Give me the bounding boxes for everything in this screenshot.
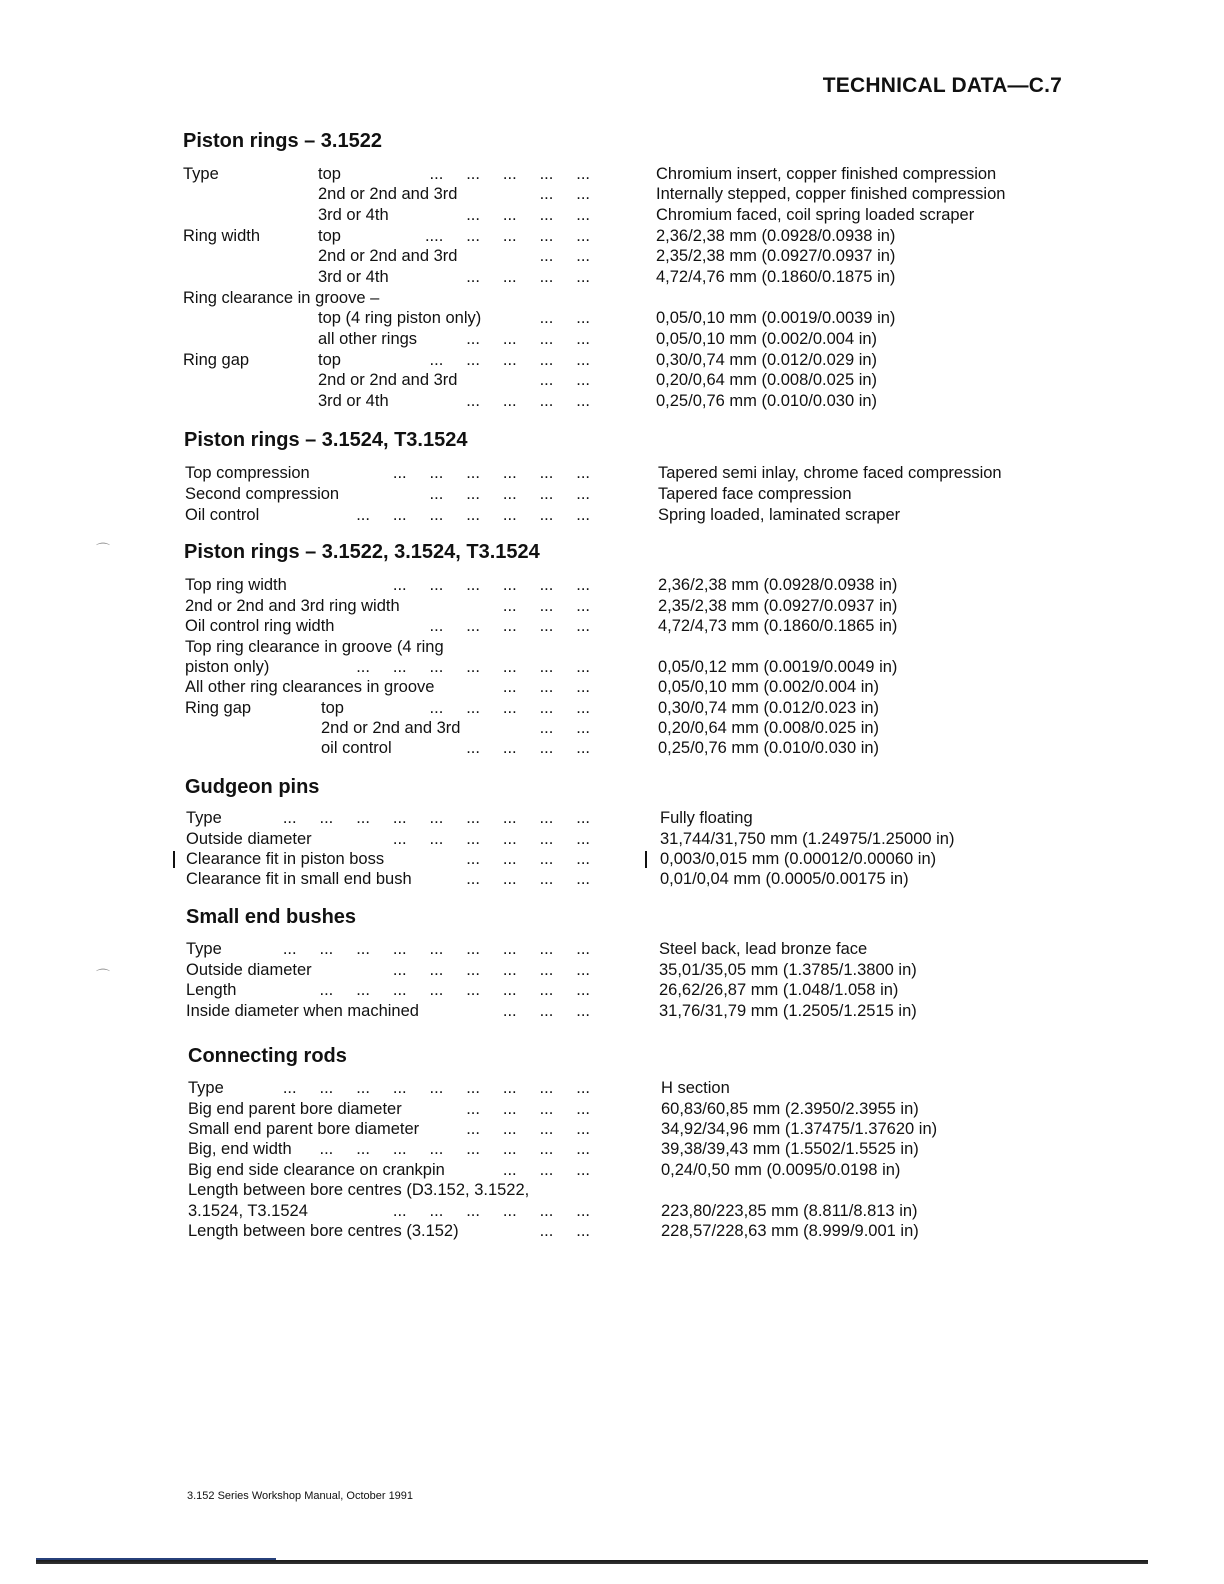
spec-label: Top ring clearance in groove (4 ring: [185, 638, 444, 656]
spec-label: Ring clearance in groove –: [183, 289, 380, 307]
spec-value: Steel back, lead bronze face: [659, 940, 868, 958]
spec-label: Big end parent bore diameter: [188, 1100, 402, 1118]
spec-label: All other ring clearances in groove: [185, 678, 435, 696]
section-title: Connecting rods: [188, 1045, 347, 1067]
spec-value: Chromium faced, coil spring loaded scraper: [656, 206, 975, 224]
spec-row: [0, 869, 1224, 890]
spec-value: 0,30/0,74 mm (0.012/0.023 in): [658, 699, 880, 717]
spec-value: Spring loaded, laminated scraper: [658, 506, 901, 524]
spec-row: [0, 484, 1224, 505]
leader-dots: ... ... ... ... ... ...: [392, 830, 590, 848]
leader-dots: ... ... ... ...: [466, 739, 590, 757]
spec-row: [0, 370, 1224, 391]
spec-row: [0, 164, 1224, 185]
spec-label: Type: [183, 165, 219, 183]
spec-value: 31,76/31,79 mm (1.2505/1.2515 in): [659, 1002, 917, 1020]
spec-value: 2,36/2,38 mm (0.0928/0.0938 in): [658, 576, 898, 594]
spec-sublabel: 2nd or 2nd and 3rd: [321, 719, 461, 737]
leader-dots: ... ... ... ... ... ... ...: [356, 658, 590, 676]
spec-label: Outside diameter: [186, 830, 312, 848]
spec-label: 2nd or 2nd and 3rd ring width: [185, 597, 400, 615]
spec-value: 0,05/0,10 mm (0.002/0.004 in): [658, 678, 880, 696]
leader-dots: ... ... ... ... ... ...: [392, 576, 590, 594]
spec-row: [0, 288, 1224, 309]
spec-value: 228,57/228,63 mm (8.999/9.001 in): [661, 1222, 919, 1240]
spec-row: [0, 391, 1224, 412]
spec-value: 0,05/0,12 mm (0.0019/0.0049 in): [658, 658, 898, 676]
spec-row: [0, 1180, 1224, 1201]
spec-row: [0, 246, 1224, 267]
leader-dots: ... ... ... ...: [466, 1120, 590, 1138]
spec-value: 2,35/2,38 mm (0.0927/0.0937 in): [656, 247, 896, 265]
leader-dots: ... ...: [539, 719, 590, 737]
spec-value: Chromium insert, copper finished compression: [656, 165, 997, 183]
leader-dots: ... ... ... ... ...: [429, 617, 590, 635]
spec-value: 4,72/4,73 mm (0.1860/0.1865 in): [658, 617, 898, 635]
scan-mark: ⌒: [96, 968, 110, 984]
leader-dots: ... ... ... ...: [466, 392, 590, 410]
spec-label: Type: [188, 1079, 224, 1097]
spec-sublabel: 3rd or 4th: [318, 392, 389, 410]
leader-dots: ... ... ... ...: [466, 330, 590, 348]
leader-dots: ... ...: [539, 247, 590, 265]
spec-row: [0, 637, 1224, 658]
spec-value: 0,25/0,76 mm (0.010/0.030 in): [658, 739, 880, 757]
spec-label: Length between bore centres (D3.152, 3.1522,: [188, 1181, 530, 1199]
spec-value: 0,01/0,04 mm (0.0005/0.00175 in): [660, 870, 909, 888]
leader-dots: ... ... ...: [502, 597, 590, 615]
spec-label: Ring width: [183, 227, 261, 245]
spec-row: [0, 980, 1224, 1001]
spec-value: 35,01/35,05 mm (1.3785/1.3800 in): [659, 961, 917, 979]
section-title: Small end bushes: [186, 906, 357, 928]
spec-row: [0, 616, 1224, 637]
spec-label: Oil control: [185, 506, 260, 524]
section-title: Piston rings – 3.1522: [183, 130, 382, 152]
spec-value: 0,003/0,015 mm (0.00012/0.00060 in): [660, 850, 937, 868]
spec-sublabel: top: [321, 699, 344, 717]
spec-row: [0, 184, 1224, 205]
spec-label: Big, end width: [188, 1140, 292, 1158]
leader-dots: ... ... ... ...: [466, 268, 590, 286]
leader-dots: ... ... ... ... ... ... ... ...: [319, 981, 590, 999]
leader-dots: ... ... ... ... ... ...: [392, 1202, 590, 1220]
spec-row: [0, 1078, 1224, 1099]
spec-row: [0, 205, 1224, 226]
spec-sublabel: top: [318, 227, 341, 245]
spec-row: [0, 657, 1224, 678]
leader-dots: ... ... ... ...: [466, 1100, 590, 1118]
spec-value: 223,80/223,85 mm (8.811/8.813 in): [661, 1202, 918, 1220]
spec-sublabel: 3rd or 4th: [318, 268, 389, 286]
leader-dots: ... ... ... ...: [466, 870, 590, 888]
spec-label: Small end parent bore diameter: [188, 1120, 420, 1138]
spec-row: [0, 463, 1224, 484]
leader-dots: ... ... ... ... ... ... ...: [356, 506, 590, 524]
spec-label: Big end side clearance on crankpin: [188, 1161, 445, 1179]
leader-dots: ... ... ... ... ... ... ... ... ...: [282, 940, 590, 958]
spec-label: Clearance fit in small end bush: [186, 870, 412, 888]
footer-text: 3.152 Series Workshop Manual, October 1991: [187, 1490, 414, 1502]
spec-label: Top compression: [185, 464, 310, 482]
spec-value: 0,20/0,64 mm (0.008/0.025 in): [656, 371, 878, 389]
revision-bar: [173, 851, 175, 868]
spec-value: 2,36/2,38 mm (0.0928/0.0938 in): [656, 227, 896, 245]
spec-row: [0, 849, 1224, 870]
spec-label: Length between bore centres (3.152): [188, 1222, 459, 1240]
spec-value: 26,62/26,87 mm (1.048/1.058 in): [659, 981, 899, 999]
spec-row: [0, 1119, 1224, 1140]
leader-dots: ... ...: [539, 185, 590, 203]
spec-value: 34,92/34,96 mm (1.37475/1.37620 in): [661, 1120, 938, 1138]
spec-row: [0, 329, 1224, 350]
section-title: Gudgeon pins: [185, 776, 320, 798]
leader-dots: ... ... ... ... ... ...: [392, 464, 590, 482]
spec-sublabel: top: [318, 351, 341, 369]
scan-mark: ⌒: [96, 542, 110, 558]
spec-value: 0,24/0,50 mm (0.0095/0.0198 in): [661, 1161, 901, 1179]
spec-row: [0, 1139, 1224, 1160]
spec-value: Fully floating: [660, 809, 753, 827]
spec-label: piston only): [185, 658, 270, 676]
spec-value: 0,20/0,64 mm (0.008/0.025 in): [658, 719, 880, 737]
revision-bar: [645, 851, 647, 868]
spec-value: 39,38/39,43 mm (1.5502/1.5525 in): [661, 1140, 919, 1158]
spec-row: [0, 1201, 1224, 1222]
leader-dots: ... ...: [539, 1222, 590, 1240]
spec-row: [0, 960, 1224, 981]
spec-sublabel: 3rd or 4th: [318, 206, 389, 224]
leader-dots: ... ...: [539, 371, 590, 389]
leader-dots: ... ... ... ...: [466, 850, 590, 868]
spec-value: 31,744/31,750 mm (1.24975/1.25000 in): [660, 830, 955, 848]
leader-dots: ... ... ... ... ... ... ... ... ...: [282, 809, 590, 827]
spec-sublabel: oil control: [321, 739, 392, 757]
spec-row: [0, 308, 1224, 329]
spec-value: 0,25/0,76 mm (0.010/0.030 in): [656, 392, 878, 410]
spec-sublabel: 2nd or 2nd and 3rd: [318, 371, 458, 389]
leader-dots: ... ... ...: [502, 1161, 590, 1179]
spec-row: [0, 575, 1224, 596]
bottom-rule: [36, 1560, 1148, 1564]
section-title: Piston rings – 3.1522, 3.1524, T3.1524: [184, 541, 540, 563]
leader-dots: ... ... ... ... ...: [429, 165, 590, 183]
spec-sublabel: top (4 ring piston only): [318, 309, 482, 327]
spec-row: [0, 350, 1224, 371]
spec-value: Tapered face compression: [658, 485, 852, 503]
spec-row: [0, 939, 1224, 960]
spec-row: [0, 718, 1224, 739]
leader-dots: ... ... ...: [502, 678, 590, 696]
spec-value: 4,72/4,76 mm (0.1860/0.1875 in): [656, 268, 896, 286]
spec-value: 0,05/0,10 mm (0.0019/0.0039 in): [656, 309, 896, 327]
spec-value: 0,05/0,10 mm (0.002/0.004 in): [656, 330, 878, 348]
spec-row: [0, 829, 1224, 850]
spec-value: 2,35/2,38 mm (0.0927/0.0937 in): [658, 597, 898, 615]
leader-dots: ... ... ... ... ...: [429, 351, 590, 369]
spec-row: [0, 677, 1224, 698]
leader-dots: ... ... ... ...: [466, 206, 590, 224]
spec-label: Oil control ring width: [185, 617, 335, 635]
spec-row: [0, 808, 1224, 829]
spec-label: Outside diameter: [186, 961, 312, 979]
leader-dots: ... ... ...: [502, 1002, 590, 1020]
spec-sublabel: top: [318, 165, 341, 183]
spec-label: Type: [186, 940, 222, 958]
spec-row: [0, 698, 1224, 719]
spec-row: [0, 226, 1224, 247]
spec-value: H section: [661, 1079, 730, 1097]
spec-value: Tapered semi inlay, chrome faced compression: [658, 464, 1002, 482]
spec-label: Length: [186, 981, 237, 999]
spec-label: Second compression: [185, 485, 340, 503]
leader-dots: ... ...: [539, 309, 590, 327]
spec-value: Internally stepped, copper finished compression: [656, 185, 1006, 203]
spec-value: 60,83/60,85 mm (2.3950/2.3955 in): [661, 1100, 919, 1118]
spec-label: Inside diameter when machined: [186, 1002, 419, 1020]
spec-sublabel: all other rings: [318, 330, 418, 348]
spec-row: [0, 738, 1224, 759]
spec-sublabel: 2nd or 2nd and 3rd: [318, 247, 458, 265]
section-title: Piston rings – 3.1524, T3.1524: [184, 429, 468, 451]
spec-label: Ring gap: [183, 351, 250, 369]
spec-label: Type: [186, 809, 222, 827]
spec-label: Ring gap: [185, 699, 252, 717]
leader-dots: ... ... ... ... ... ...: [392, 961, 590, 979]
spec-row: [0, 596, 1224, 617]
spec-row: [0, 267, 1224, 288]
spec-row: [0, 1099, 1224, 1120]
spec-label: Top ring width: [185, 576, 287, 594]
leader-dots: ... ... ... ... ...: [429, 485, 590, 503]
spec-label: 3.1524, T3.1524: [188, 1202, 308, 1220]
spec-value: 0,30/0,74 mm (0.012/0.029 in): [656, 351, 878, 369]
page-title: TECHNICAL DATA—C.7: [822, 74, 1062, 97]
leader-dots: ... ... ... ... ...: [429, 699, 590, 717]
spec-sublabel: 2nd or 2nd and 3rd: [318, 185, 458, 203]
leader-dots: ... ... ... ... ... ... ... ... ...: [282, 1079, 590, 1097]
spec-label: Clearance fit in piston boss: [186, 850, 385, 868]
leader-dots: .... ... ... ... ...: [424, 227, 590, 245]
spec-row: [0, 505, 1224, 526]
spec-row: [0, 1221, 1224, 1242]
leader-dots: ... ... ... ... ... ... ... ...: [319, 1140, 590, 1158]
spec-row: [0, 1001, 1224, 1022]
spec-row: [0, 1160, 1224, 1181]
